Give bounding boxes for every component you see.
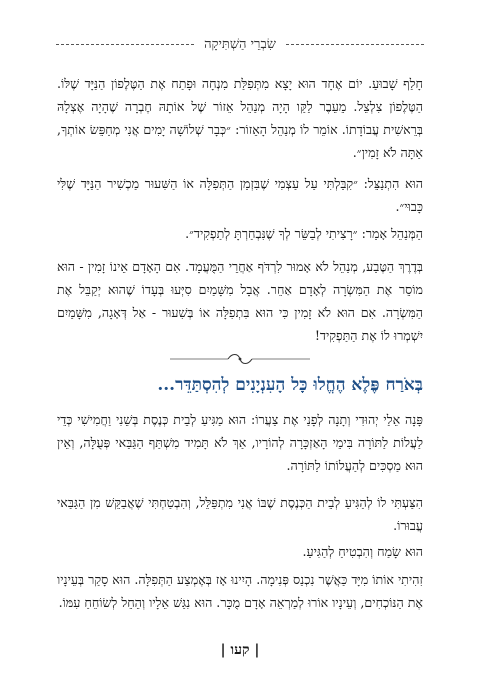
- running-title: שִׂבְרֵי הַשְׁתִּיקָה: [204, 37, 276, 52]
- section-divider-ornament: [170, 352, 310, 366]
- section-paragraph-2: [57, 491, 423, 537]
- paragraph-text: חָלַף שָׁבוּעַ. יוֹם אֶחָד הוּא יָצָא מִתְּפִלַּת מִנְחָה וּפָתַח אֶת הַטֶּלֶפוֹן הַנַּיָּד שֶׁלּוֹ. הַטֶּלֶפוֹן צִלְצֵל. מֵעֵבֶר לַקַּו הָיָה מְנַהֵל אֵזוֹר שֶׁל אוֹתָהּ חֶבְרָה שֶׁהָיָה אֶצְלָהּ בְּרֵאשִׁית עֲבוֹדָתוֹ. אוֹמֵר לוֹ מְנַהֵל הָאֵזוֹר: ״כְּבָר שְׁלוֹשָׁה יָמִים אֲנִי מְחַפֵּשׂ אוֹתְךָ, אַתָּה לֹא זָמִין״.: [57, 76, 423, 160]
- running-header: [56, 34, 424, 54]
- paragraph-3: [57, 222, 423, 245]
- paragraph-1: [57, 72, 423, 164]
- paragraph-text: זִהִיתִי אוֹתוֹ מִיָּד כַּאֲשֶׁר נִכְנַס פְּנִימָה. הָיִינוּ אָז בְּאֶמְצַע הַתְּפִלָּה. הוּא סָקַר בְּעֵינָיו אֶת הַנּוֹכְחִים, וְעֵינָיו אוֹרוּ לְמַרְאֵה אָדָם מֻכָּר. הוּא נִגַּשׁ אֵלָיו וְהֵחֵל לְשׂוֹחֵחַ עִמּוֹ.: [57, 572, 423, 610]
- paragraph-text: הִצַּעְתִּי לוֹ לְהַגִּיעַ לְבֵית הַכְּנֶסֶת שֶׁבּוֹ אֲנִי מִתְפַּלֵּל, וְהִבְטַחְתִּי שֶׁאֲבַקֵּשׁ מִן הַגַּבַּאי עֲבוּרוֹ.: [57, 495, 423, 533]
- paragraph-text: הוּא שָׂמַח וְהִבְטִיחַ לְהַגִּיעַ.: [302, 544, 423, 559]
- paragraph-text: בְּדֶרֶךְ הַטֶּבַע, מְנַהֵל לֹא אָמוּר לִרְדֹּף אַחֲרֵי הַמֻּעֲמָד. אִם הָאָדָם אֵינוֹ זָמִין - הוּא מוֹסֵר אֶת הַמִּשְׂרָה לְאָדָם אַחֵר. אֲבָל מִשָּׁמַיִם סִיְּעוּ בְּעָדוֹ שֶׁהוּא יְקַבֵּל אֶת הַמִּשְׂרָה. אִם הוּא לֹא זָמִין כִּי הוּא בִּתְפִלָּה אוֹ בְּשִׁעוּר - אַל דְּאָגָה, מִשָּׁמַיִם יִשְׁמְרוּ לוֹ אֶת הַתַּפְקִיד!: [57, 259, 423, 343]
- paragraph-4: [57, 255, 423, 347]
- section-paragraph-4: [57, 568, 423, 614]
- paragraph-text: הוּא הִתְנַצֵּל: ״קִבַּלְתִּי עַל עַצְמִי שֶׁבִּזְמַן הַתְּפִלָּה אוֹ הַשִּׁעוּר מַכְשִׁיר הַנַּיָּד שֶׁלִּי כָּבוּי״.: [57, 176, 423, 214]
- page-number: | קעו |: [220, 642, 260, 658]
- paragraph-text: הַמְּנַהֵל אָמַר: ״רָצִיתִי לְבַשֵּׂר לְךָ שֶׁנִּבְחַרְתָּ לְתַפְקִיד״.: [185, 226, 423, 241]
- section-paragraph-1: [57, 408, 423, 477]
- header-rule-left: [56, 44, 194, 45]
- section-paragraph-3: [57, 540, 423, 563]
- header-rule-right: [286, 44, 424, 45]
- paragraph-text: פָּנָה אֵלַי יְהוּדִי וְתָנָה לְפָנַי אֶת צַעֲרוֹ: הוּא מַגִּיעַ לְבֵית כְּנֶסֶת בְּשֵׁנִי וַחֲמִישִׁי כְּדֵי לַעֲלוֹת לַתּוֹרָה בִּימֵי הָאַזְכָּרָה לְהוֹרָיו, אַךְ לֹא תָּמִיד מִשְׁתַּף הַגַּבַּאי פְּעֻלָּה, וְאֵין הוּא מַסְכִּים לְהַעֲלוֹתוֹ לַתּוֹרָה.: [57, 412, 423, 473]
- section-heading: בְּאֹרַח פֶּלֶא הֶחֱלוּ כָּל הָעִנְיָנִים לְהִסְתַּדֵּר...: [157, 375, 423, 395]
- paragraph-2: [57, 172, 423, 218]
